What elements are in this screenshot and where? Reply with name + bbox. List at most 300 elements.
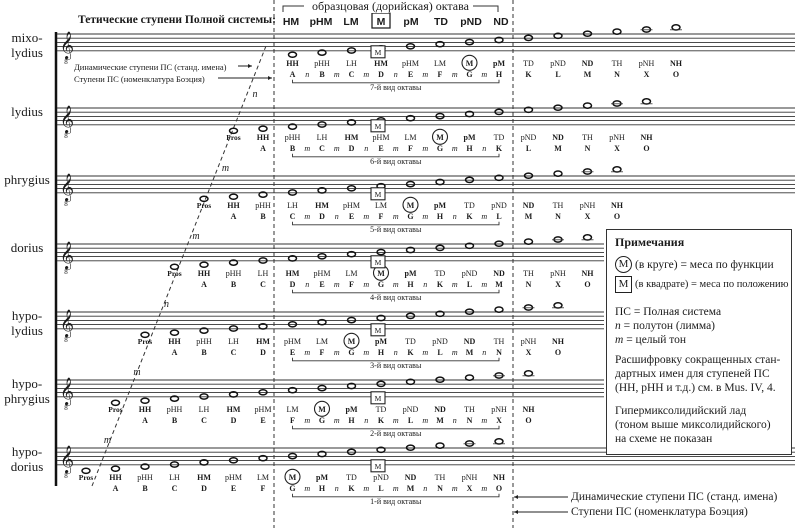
note-head	[643, 99, 651, 104]
interval-m: m	[363, 483, 370, 493]
interval-m: m	[392, 211, 399, 221]
mode-name-line: dorius	[10, 459, 44, 474]
boethius-letter-N: N	[525, 279, 532, 289]
interval-n: n	[423, 279, 428, 289]
boethius-letter-E: E	[289, 347, 296, 357]
note-head	[525, 239, 533, 244]
boethius-letter-X: X	[614, 143, 620, 153]
dynamic-degree-pM: pM	[404, 268, 417, 278]
octave-clef-8: 8	[64, 335, 68, 344]
dynamic-degree-pM: pM	[345, 404, 358, 414]
mode-name-line: lydius	[11, 104, 43, 119]
boethius-letter-D: D	[201, 483, 207, 493]
dynamic-degree-pND: pND	[432, 336, 448, 346]
boethius-letter-L: L	[496, 211, 502, 221]
boethius-letter-M: M	[554, 143, 562, 153]
note-head	[554, 303, 562, 308]
boethius-letter-A: A	[171, 347, 178, 357]
note-head	[613, 29, 621, 34]
interval-m: m	[333, 415, 340, 425]
treble-clef-icon: 𝄞	[59, 30, 75, 59]
dynamic-degree-ND: ND	[463, 336, 476, 346]
notes-n-def: = полутон (лимма)	[623, 320, 716, 332]
dynamic-degree-pNH: pNH	[579, 200, 596, 210]
dynamic-degree-pND: pND	[402, 404, 419, 414]
dynamic-degree-Pros: Pros	[196, 200, 212, 210]
boethius-letter-B: B	[142, 483, 148, 493]
note-head	[141, 398, 149, 403]
interval-m: m	[392, 279, 399, 289]
octave-species-label: 4-й вид октавы	[370, 292, 422, 302]
interval-m: m	[304, 483, 311, 493]
boethius-letter-E: E	[378, 143, 384, 153]
interval-m: m	[304, 347, 311, 357]
octave-species-label: 1-й вид октавы	[370, 496, 422, 506]
interval-m: m	[333, 279, 340, 289]
dynamic-degree-Pros: Pros	[226, 132, 241, 142]
boxed-mese-label: M	[374, 47, 382, 57]
dynamic-degree-TD: TD	[375, 404, 387, 414]
note-head	[584, 235, 592, 240]
notes-ps-def: ПС = Полная система	[615, 306, 722, 318]
boethius-letter-C: C	[171, 483, 178, 493]
dynamic-degree-NH: NH	[552, 336, 564, 346]
mode-name-6	[0, 444, 54, 474]
octave-clef-8: 8	[64, 471, 68, 480]
note-head	[289, 52, 297, 57]
treble-clef-icon: 𝄞	[59, 172, 75, 201]
note-head	[554, 171, 562, 176]
boethius-letter-M: M	[495, 279, 503, 289]
boethius-letter-C: C	[348, 69, 355, 79]
boethius-letter-F: F	[378, 211, 384, 221]
boethius-letter-K: K	[436, 279, 444, 289]
top-boethius-label: Ступени ПС (номенклатура Боэция)	[74, 74, 205, 84]
boethius-letter-L: L	[378, 483, 384, 493]
staff-interval-m: m	[192, 230, 200, 242]
mode-name-line: lydius	[11, 45, 43, 60]
boxed-m-icon: M	[615, 276, 632, 293]
octave-clef-8: 8	[64, 131, 68, 140]
boethius-letter-L: L	[437, 347, 443, 357]
dynamic-degree-ND: ND	[522, 200, 535, 210]
interval-m: m	[333, 69, 340, 79]
interval-m: m	[304, 211, 311, 221]
interval-m: m	[392, 143, 399, 153]
interval-m: m	[333, 347, 340, 357]
treble-clef-icon: 𝄞	[59, 240, 75, 269]
boethius-letter-B: B	[171, 415, 178, 425]
dynamic-degree-TD: TD	[434, 268, 446, 278]
arrowhead-top-boethius	[268, 76, 272, 80]
interval-m: m	[481, 415, 488, 425]
boethius-letter-B: B	[230, 279, 237, 289]
boethius-letter-B: B	[289, 143, 296, 153]
m-symbol: m	[615, 334, 624, 346]
dynamic-degree-pM: pM	[493, 58, 505, 68]
note-head	[613, 167, 621, 172]
mode-name-line: hypo-	[11, 444, 43, 459]
boethius-letter-L: L	[466, 279, 473, 289]
dynamic-degree-HH: HH	[109, 472, 122, 482]
boethius-letter-L: L	[555, 69, 561, 79]
dynamic-degree-pHH: pHH	[137, 472, 153, 482]
dynamic-degree-pND: pND	[373, 472, 389, 482]
dynamic-degree-pHM: pHM	[225, 472, 242, 482]
dynamic-degree-pND: pND	[461, 268, 478, 278]
boethius-letter-F: F	[319, 347, 325, 357]
dynamic-degree-NH: NH	[640, 132, 653, 142]
boethius-letter-G: G	[318, 415, 326, 425]
boethius-letter-M: M	[465, 347, 474, 357]
dynamic-degree-LM: LM	[257, 472, 269, 482]
note-head	[436, 443, 444, 448]
boethius-letter-L: L	[525, 143, 532, 153]
interval-m: m	[422, 211, 429, 221]
boethius-letter-H: H	[466, 143, 473, 153]
boethius-letter-M: M	[436, 415, 444, 425]
boethius-letter-X: X	[525, 347, 532, 357]
octave-degree-header-pHM: pHM	[309, 16, 333, 28]
dynamic-degree-Pros: Pros	[108, 404, 123, 414]
boxed-mese-label: M	[374, 257, 382, 267]
dynamic-degree-LH: LH	[228, 336, 239, 346]
dynamic-degree-pHH: pHH	[166, 404, 183, 414]
dynamic-degree-ND: ND	[493, 268, 505, 278]
dynamic-degree-HM: HM	[256, 336, 270, 346]
mode-name-line: hypo-	[11, 376, 43, 391]
dynamic-degree-pNH: pNH	[491, 404, 507, 414]
dynamic-degree-M: M	[436, 132, 444, 142]
interval-n: n	[482, 143, 487, 153]
bottom-boethius-label: Ступени ПС (номенклатура Боэция)	[571, 506, 748, 518]
boethius-letter-A: A	[142, 415, 148, 425]
interval-m: m	[304, 143, 311, 153]
dynamic-degree-pHH: pHH	[284, 132, 301, 142]
notes-m-row	[615, 333, 783, 347]
dynamic-degree-M: M	[406, 200, 415, 210]
dynamic-degree-HH: HH	[197, 268, 211, 278]
boethius-letter-D: D	[378, 69, 384, 79]
boethius-letter-C: C	[201, 415, 207, 425]
boethius-letter-N: N	[584, 143, 591, 153]
notes-square-row	[615, 276, 789, 293]
boethius-letter-E: E	[348, 211, 355, 221]
interval-n: n	[452, 415, 457, 425]
boethius-letter-O: O	[672, 69, 680, 79]
dynamic-degree-TD: TD	[493, 132, 505, 142]
dynamic-degree-LH: LH	[198, 404, 210, 414]
boethius-letter-A: A	[112, 483, 119, 493]
arrowhead-top-dynamic	[248, 64, 252, 68]
interval-n: n	[423, 483, 428, 493]
boethius-letter-N: N	[614, 69, 620, 79]
boethius-letter-B: B	[201, 347, 207, 357]
dynamic-degree-ND: ND	[581, 58, 594, 68]
boethius-letter-K: K	[466, 211, 473, 221]
octave-degree-header-M: M	[376, 16, 386, 28]
treble-clef-icon: 𝄞	[59, 104, 75, 133]
interval-n: n	[393, 347, 398, 357]
boethius-letter-A: A	[289, 69, 296, 79]
dynamic-degree-M: M	[465, 58, 474, 68]
notes-decode-1: Расшифровку сокращенных стан-	[615, 354, 781, 366]
boethius-letter-E: E	[319, 279, 325, 289]
top-dynamic-label: Динамические ступени ПС (станд. имена)	[74, 62, 227, 72]
boethius-letter-K: K	[407, 347, 414, 357]
dynamic-degree-pHM: pHM	[254, 404, 272, 414]
boethius-letter-H: H	[348, 415, 355, 425]
boethius-letter-G: G	[407, 211, 414, 221]
mode-name-line: dorius	[10, 240, 44, 255]
staff-interval-n: n	[164, 298, 169, 310]
dynamic-degree-LH: LH	[287, 200, 298, 210]
interval-n: n	[305, 69, 310, 79]
bottom-dynamic-label: Динамические ступени ПС (станд. имена)	[571, 491, 778, 503]
dynamic-degree-M: M	[318, 404, 326, 414]
dynamic-degree-LH: LH	[316, 132, 328, 142]
dynamic-degree-pM: pM	[316, 472, 328, 482]
dynamic-degree-TH: TH	[523, 268, 534, 278]
notes-box	[606, 229, 792, 455]
dynamic-degree-Pros: Pros	[167, 268, 182, 278]
dynamic-degree-pND: pND	[520, 132, 537, 142]
boethius-letter-K: K	[377, 415, 385, 425]
dynamic-degree-pHH: pHH	[225, 268, 242, 278]
interval-m: m	[422, 415, 429, 425]
boethius-letter-F: F	[290, 415, 295, 425]
dynamic-degree-pND: pND	[550, 58, 566, 68]
boethius-letter-D: D	[348, 143, 355, 153]
mode-name-line: phrygius	[4, 172, 50, 187]
dynamic-degree-HM: HM	[344, 132, 359, 142]
dynamic-degree-pHM: pHM	[284, 336, 301, 346]
dynamic-degree-pHH: pHH	[255, 200, 271, 210]
dynamic-degree-LH: LH	[169, 472, 180, 482]
octave-species-label: 3-й вид октавы	[370, 360, 422, 370]
boethius-letter-C: C	[230, 347, 237, 357]
dynamic-degree-pM: pM	[463, 132, 476, 142]
dynamic-degree-M: M	[377, 268, 385, 278]
boethius-letter-D: D	[230, 415, 237, 425]
dynamic-degree-HM: HM	[315, 200, 329, 210]
interval-m: m	[451, 483, 458, 493]
octave-degree-header-pND: pND	[460, 16, 482, 28]
boethius-letter-G: G	[289, 483, 296, 493]
interval-m: m	[451, 347, 458, 357]
arrowhead-bottom-dynamic	[514, 495, 518, 499]
arrowhead-bottom-boethius	[514, 510, 518, 514]
dynamic-degree-ND: ND	[434, 404, 446, 414]
treble-clef-icon: 𝄞	[59, 376, 75, 405]
boethius-letter-N: N	[496, 347, 502, 357]
staff-interval-m: m	[133, 366, 141, 378]
dynamic-degree-ND: ND	[404, 472, 417, 482]
interval-m: m	[481, 279, 488, 289]
dynamic-degree-pNH: pNH	[550, 268, 566, 278]
boethius-letter-H: H	[318, 483, 326, 493]
dynamic-degree-pM: pM	[375, 336, 387, 346]
dynamic-degree-LM: LM	[286, 404, 299, 414]
boethius-letter-N: N	[555, 211, 561, 221]
boethius-letter-N: N	[437, 483, 443, 493]
mode-name-line: lydius	[11, 323, 43, 338]
dynamic-degree-Pros: Pros	[78, 472, 94, 482]
boxed-mese-label: M	[374, 461, 382, 471]
interval-n: n	[364, 143, 369, 153]
interval-m: m	[451, 279, 458, 289]
dynamic-degree-LM: LM	[404, 132, 417, 142]
dynamic-degree-TD: TD	[405, 336, 416, 346]
boethius-letter-F: F	[408, 143, 413, 153]
notes-n-row	[615, 319, 783, 333]
boethius-letter-C: C	[260, 279, 266, 289]
boethius-letter-F: F	[260, 483, 266, 493]
boethius-letter-M: M	[524, 211, 533, 221]
interval-n: n	[482, 347, 487, 357]
n-symbol: n	[615, 320, 621, 332]
boethius-letter-H: H	[377, 347, 385, 357]
boethius-letter-M: M	[406, 483, 415, 493]
interval-m: m	[304, 415, 311, 425]
dynamic-degree-TH: TH	[552, 200, 564, 210]
dynamic-degree-HH: HH	[138, 404, 152, 414]
boethius-letter-O: O	[613, 211, 621, 221]
note-head	[495, 307, 503, 312]
boethius-letter-H: H	[407, 279, 414, 289]
thetic-title: Тетические ступени Полной системы:	[78, 14, 276, 26]
staff-interval-m: m	[103, 434, 112, 446]
notes-circle-text: (в круге) = меса по функции	[635, 258, 774, 271]
interval-m: m	[422, 143, 429, 153]
octave-degree-header-LM: LM	[343, 16, 359, 28]
boethius-letter-G: G	[377, 279, 385, 289]
dynamic-degree-TD: TD	[346, 472, 357, 482]
dynamic-degree-TD: TD	[464, 200, 475, 210]
interval-m: m	[451, 69, 458, 79]
dynamic-degree-HH: HH	[286, 58, 299, 68]
boethius-letter-X: X	[496, 415, 502, 425]
octave-clef-8: 8	[64, 267, 68, 276]
dynamic-degree-HM: HM	[197, 472, 211, 482]
dynamic-degree-LM: LM	[375, 200, 387, 210]
dynamic-degree-HM: HM	[226, 404, 241, 414]
boethius-letter-O: O	[643, 143, 650, 153]
boethius-letter-E: E	[230, 483, 237, 493]
boxed-mese-label: M	[374, 325, 382, 335]
interval-m: m	[333, 143, 340, 153]
dynamic-degree-HH: HH	[256, 132, 270, 142]
boethius-letter-A: A	[260, 143, 266, 153]
dynamic-degree-pND: pND	[491, 200, 507, 210]
interval-n: n	[452, 211, 457, 221]
boethius-letter-X: X	[643, 69, 650, 79]
dynamic-degree-TD: TD	[523, 58, 534, 68]
staff-interval-m: m	[221, 162, 230, 174]
treble-clef-icon: 𝄞	[59, 308, 75, 337]
dynamic-degree-M: M	[347, 336, 356, 346]
octave-degree-header-ND: ND	[493, 16, 509, 28]
dynamic-degree-pHH: pHH	[314, 58, 330, 68]
dynamic-degree-NH: NH	[670, 58, 682, 68]
dynamic-degree-pNH: pNH	[461, 472, 478, 482]
interval-n: n	[364, 415, 369, 425]
notes-title: Примечания	[615, 235, 685, 249]
dynamic-degree-TH: TH	[434, 472, 446, 482]
octave-species-label: 6-й вид октавы	[370, 156, 422, 166]
notes-decode-2: дартных имен для ступеней ПС	[615, 368, 770, 380]
dynamic-degree-NH: NH	[611, 200, 623, 210]
interval-m: m	[363, 279, 370, 289]
interval-m: m	[363, 211, 370, 221]
dynamic-degree-pHM: pHM	[402, 58, 419, 68]
boethius-letter-A: A	[201, 279, 207, 289]
dynamic-degree-pHM: pHM	[313, 268, 331, 278]
mode-name-5	[0, 376, 54, 406]
mode-name-0	[0, 30, 54, 60]
dynamic-degree-pNH: pNH	[609, 132, 625, 142]
note-head	[230, 194, 238, 199]
boethius-letter-K: K	[525, 69, 532, 79]
note-head	[259, 126, 267, 131]
boethius-letter-O: O	[525, 415, 532, 425]
notes-square-text: (в квадрате) = меса по положению	[635, 278, 789, 290]
boethius-letter-H: H	[436, 211, 444, 221]
interval-m: m	[481, 211, 488, 221]
boethius-letter-C: C	[319, 143, 325, 153]
note-head	[112, 466, 120, 471]
dynamic-degree-TH: TH	[493, 336, 505, 346]
treble-clef-icon: 𝄞	[59, 444, 75, 473]
dynamic-degree-pHM: pHM	[343, 200, 360, 210]
dynamic-degree-HM: HM	[285, 268, 300, 278]
note-head	[525, 371, 533, 376]
interval-m: m	[363, 69, 370, 79]
interval-m: m	[481, 69, 488, 79]
notes-hyper-2: (тоном выше миксолидийского)	[615, 419, 771, 431]
boethius-letter-X: X	[584, 211, 591, 221]
octave-degree-header-HM: HM	[282, 16, 300, 28]
interval-m: m	[392, 415, 399, 425]
boethius-letter-D: D	[319, 211, 325, 221]
notes-circle-row	[615, 256, 783, 273]
boethius-letter-G: G	[348, 347, 355, 357]
notes-hyper-1: Гипермиксолидийский лад	[615, 405, 747, 417]
boethius-letter-F: F	[437, 69, 443, 79]
boethius-letter-K: K	[348, 483, 355, 493]
dynamic-degree-pNH: pNH	[638, 58, 655, 68]
interval-n: n	[334, 483, 339, 493]
boethius-letter-X: X	[466, 483, 473, 493]
note-head	[200, 262, 208, 267]
mode-name-1	[0, 104, 54, 119]
boethius-letter-L: L	[407, 415, 414, 425]
boethius-letter-G: G	[466, 69, 473, 79]
dynamic-degree-ND: ND	[552, 132, 564, 142]
boethius-letter-M: M	[583, 69, 592, 79]
interval-n: n	[334, 211, 339, 221]
dynamic-degree-pHH: pHH	[196, 336, 212, 346]
staff-interval-n: n	[252, 88, 258, 100]
dynamic-degree-pM: pM	[434, 200, 446, 210]
boethius-letter-O: O	[554, 347, 562, 357]
note-head	[672, 25, 680, 30]
octave-clef-8: 8	[64, 403, 68, 412]
octave-title: образцовая (дорийская) октава	[308, 0, 473, 13]
boethius-letter-C: C	[289, 211, 296, 221]
boxed-mese-label: M	[374, 189, 382, 199]
note-head	[584, 103, 592, 108]
